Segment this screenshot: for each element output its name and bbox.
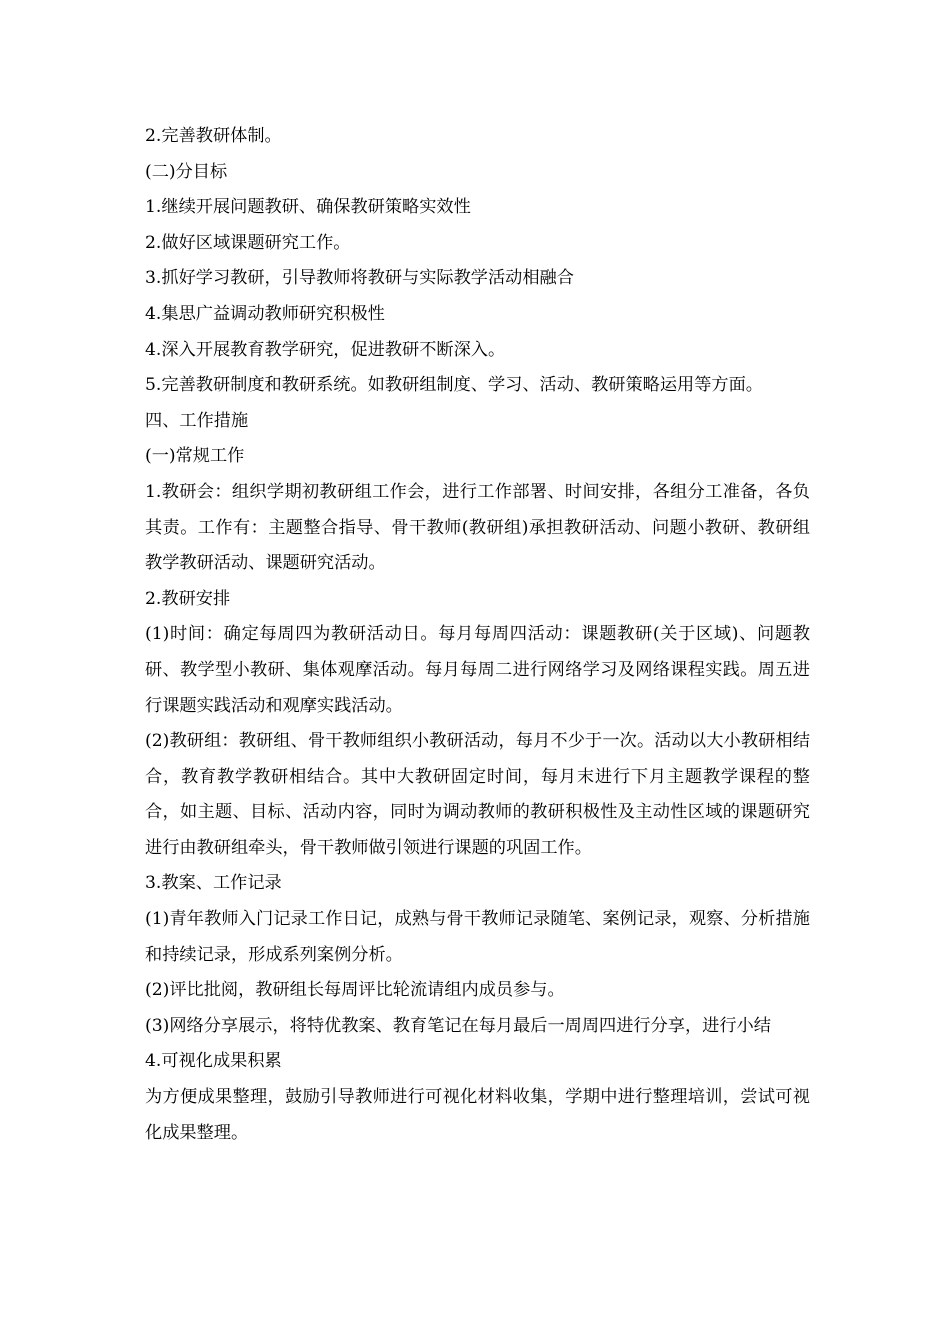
- heading-sub-goals: (二)分目标: [145, 161, 228, 182]
- paragraph-sub-goal-1: 1.继续开展问题教研、确保教研策略实效性: [145, 197, 471, 218]
- heading-research-schedule: 2.教研安排: [145, 588, 231, 609]
- heading-work-measures: 四、工作措施: [145, 410, 249, 431]
- heading-lesson-plans: 3.教案、工作记录: [145, 873, 282, 894]
- paragraph-visual-results: 为方便成果整理，鼓励引导教师进行可视化材料收集，学期中进行整理培训，尝试可视化成果整理。: [145, 1087, 810, 1143]
- heading-routine-work: (一)常规工作: [145, 446, 245, 467]
- paragraph-records-1: (1)青年教师入门记录工作日记，成熟与骨干教师记录随笔、案例记录，观察、分析措施和持续记录，形成系列案例分析。: [145, 909, 810, 965]
- paragraph-sub-goal-4a: 4.集思广益调动教师研究积极性: [145, 303, 385, 324]
- paragraph-sub-goal-2: 2.做好区域课题研究工作。: [145, 232, 351, 253]
- heading-visual-results: 4.可视化成果积累: [145, 1051, 282, 1072]
- document-body: [145, 119, 810, 1151]
- paragraph-sub-goal-3: 3.抓好学习教研，引导教师将教研与实际教学活动相融合: [145, 268, 574, 289]
- paragraph-goal-2: 2.完善教研体制。: [145, 126, 282, 146]
- paragraph-research-meeting: 1.教研会：组织学期初教研组工作会，进行工作部署、时间安排，各组分工准备，各负其责。工作有：主题整合指导、骨干教师(教研组)承担教研活动、问题小教研、教研组教学教研活动、课题研究活动。: [145, 481, 810, 574]
- paragraph-sub-goal-5: 5.完善教研制度和教研系统。如教研组制度、学习、活动、教研策略运用等方面。: [145, 375, 763, 396]
- paragraph-records-2: (2)评比批阅，教研组长每周评比轮流请组内成员参与。: [145, 980, 565, 1001]
- paragraph-schedule-group: (2)教研组：教研组、骨干教师组织小教研活动，每月不少于一次。活动以大小教研相结合，教育教学教研相结合。其中大教研固定时间，每月末进行下月主题教学课程的整合，如主题、目标、活动内容，同时为调动教师的教研积极性及主动性区域的课题研究进行由教研组牵头，骨干教师做引领进行课题的巩固工作。: [145, 731, 810, 858]
- paragraph-sub-goal-4b: 4.深入开展教育教学研究，促进教研不断深入。: [145, 339, 506, 360]
- paragraph-schedule-time: (1)时间：确定每周四为教研活动日。每月每周四活动：课题教研(关于区域)、问题教研、教学型小教研、集体观摩活动。每月每周二进行网络学习及网络课程实践。周五进行课题实践活动和观摩实践活动。: [145, 624, 810, 716]
- paragraph-records-3: (3)网络分享展示，将特优教案、教育笔记在每月最后一周周四进行分享，进行小结: [145, 1015, 771, 1036]
